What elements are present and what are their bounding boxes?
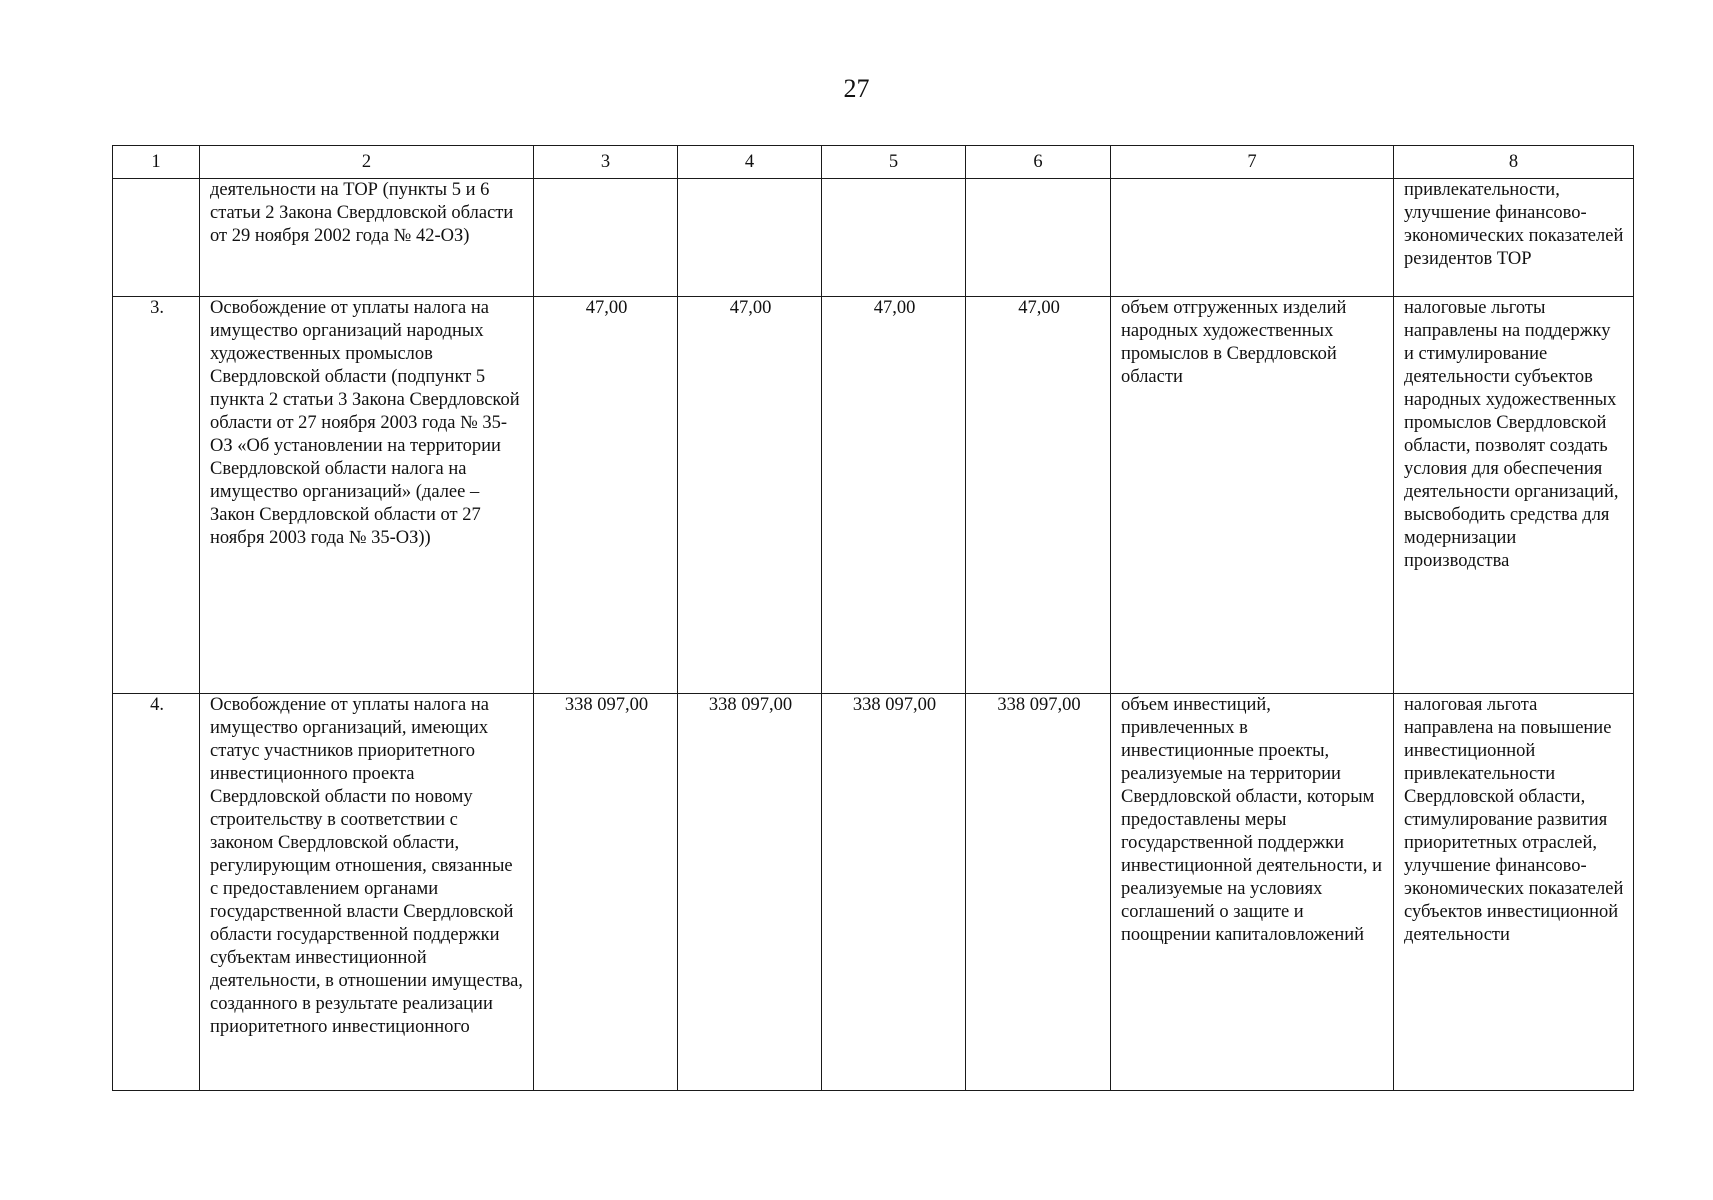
column-header: 2 [200, 146, 534, 179]
indicator-cell: объем отгруженных изделий народных художественных промыслов в Свердловской области [1111, 297, 1394, 694]
value-cell: 47,00 [678, 297, 822, 694]
row-number [113, 179, 200, 297]
goal-cell: привлекательности, улучшение финансово-экономических показателей резидентов ТОР [1394, 179, 1634, 297]
column-header: 3 [534, 146, 678, 179]
column-number-row [113, 146, 1634, 179]
column-header: 6 [966, 146, 1111, 179]
column-header: 5 [822, 146, 966, 179]
table-row [113, 297, 1634, 694]
value-cell: 338 097,00 [678, 694, 822, 1091]
column-header: 8 [1394, 146, 1634, 179]
value-cell [822, 179, 966, 297]
value-cell: 338 097,00 [966, 694, 1111, 1091]
indicator-cell: объем инвестиций, привлеченных в инвестиционные проекты, реализуемые на территории Свердловской области, которым предоставлены меры государственной поддержки инвестиционной деятельности, и реализуемые на условиях соглашений о защите и поощрении капиталовложений [1111, 694, 1394, 1091]
table-row [113, 694, 1634, 1091]
value-cell [534, 179, 678, 297]
row-number: 4. [113, 694, 200, 1091]
value-cell [678, 179, 822, 297]
table-row [113, 179, 1634, 297]
indicator-cell [1111, 179, 1394, 297]
benefit-description: Освобождение от уплаты налога на имущество организаций народных художественных промыслов Свердловской области (подпункт 5 пункта 2 статьи 3 Закона Свердловской области от 27 ноября 2003 года № 35-ОЗ «Об установлении на территории Свердловской области налога на имущество организаций» (далее – Закон Свердловской области от 27 ноября 2003 года № 35-ОЗ)) [200, 297, 534, 694]
row-number: 3. [113, 297, 200, 694]
value-cell: 47,00 [966, 297, 1111, 694]
value-cell: 47,00 [822, 297, 966, 694]
tax-benefits-table [112, 145, 1634, 1091]
goal-cell: налоговая льгота направлена на повышение инвестиционной привлекательности Свердловской области, стимулирование развития приоритетных отраслей, улучшение финансово-экономических показателей субъектов инвестиционной деятельности [1394, 694, 1634, 1091]
column-header: 4 [678, 146, 822, 179]
goal-cell: налоговые льготы направлены на поддержку и стимулирование деятельности субъектов народных художественных промыслов Свердловской области, позволят создать условия для обеспечения деятельности организаций, высвободить средства для модернизации производства [1394, 297, 1634, 694]
value-cell: 47,00 [534, 297, 678, 694]
column-header: 7 [1111, 146, 1394, 179]
value-cell [966, 179, 1111, 297]
benefit-description: деятельности на ТОР (пункты 5 и 6 статьи 2 Закона Свердловской области от 29 ноября 2002 года № 42-ОЗ) [200, 179, 534, 297]
column-header: 1 [113, 146, 200, 179]
value-cell: 338 097,00 [534, 694, 678, 1091]
benefit-description: Освобождение от уплаты налога на имущество организаций, имеющих статус участников приоритетного инвестиционного проекта Свердловской области по новому строительству в соответствии с законом Свердловской области, регулирующим отношения, связанные с предоставлением органами государственной власти Свердловской области государственной поддержки субъектам инвестиционной деятельности, в отношении имущества, созданного в результате реализации приоритетного инвестиционного [200, 694, 534, 1091]
page-number: 27 [843, 74, 870, 103]
value-cell: 338 097,00 [822, 694, 966, 1091]
